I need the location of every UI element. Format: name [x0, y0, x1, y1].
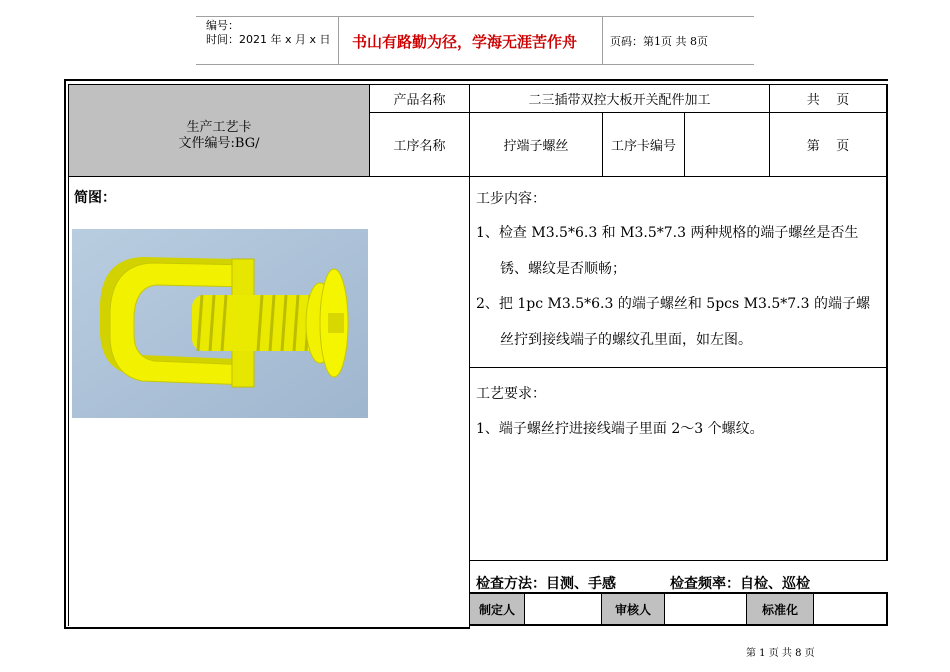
card-title: 生产工艺卡 — [186, 119, 252, 135]
requirement-line-1: 1、端子螺丝拧进接线端子里面 2～3 个螺纹。 — [476, 421, 764, 437]
terminal-screw-image — [72, 229, 368, 418]
standardized-label: 标准化 — [761, 602, 798, 617]
process-name-label: 工序名称 — [393, 139, 446, 154]
process-card-label: 工序卡编号 — [610, 139, 676, 154]
page-number: 第 页 — [806, 139, 850, 154]
made-by-label: 制定人 — [478, 602, 515, 617]
step-line-1: 1、检查 M3.5*6.3 和 M3.5*7.3 两种规格的端子螺丝是否生 — [476, 225, 859, 241]
inspection-frequency: 检查频率：自检、巡检 — [670, 576, 810, 592]
step-line-4: 丝拧到接线端子的螺纹孔里面，如左图。 — [500, 332, 752, 348]
product-name-value: 二三插带双控大板开关配件加工 — [528, 93, 711, 108]
motto: 书山有路勤为径，学海无涯苦作舟 — [352, 33, 578, 51]
diagram-label: 简图： — [74, 190, 116, 206]
step-line-2: 锈、螺纹是否顺畅； — [500, 261, 626, 277]
header-page-info: 页码：第1页 共 8页 — [610, 35, 708, 48]
process-name-value: 拧端子螺丝 — [503, 139, 569, 154]
reviewed-by-label: 审核人 — [614, 602, 651, 617]
file-number: 文件编号:BG/ — [178, 135, 260, 151]
product-name-label: 产品名称 — [393, 93, 446, 108]
total-pages: 共 页 — [806, 93, 850, 108]
document-number-label: 编号： — [206, 19, 239, 32]
step-line-3: 2、把 1pc M3.5*6.3 的端子螺丝和 5pcs M3.5*7.3 的端子螺 — [476, 296, 870, 312]
inspection-method: 检查方法：目测、手感 — [476, 576, 616, 592]
process-card-value — [685, 113, 769, 176]
footer-page-info: 第 1 页 共 8 页 — [746, 648, 815, 659]
requirements-title: 工艺要求： — [476, 386, 546, 402]
steps-title: 工步内容： — [476, 191, 546, 207]
document-time: 时间：2021 年 x 月 x 日 — [206, 33, 331, 46]
